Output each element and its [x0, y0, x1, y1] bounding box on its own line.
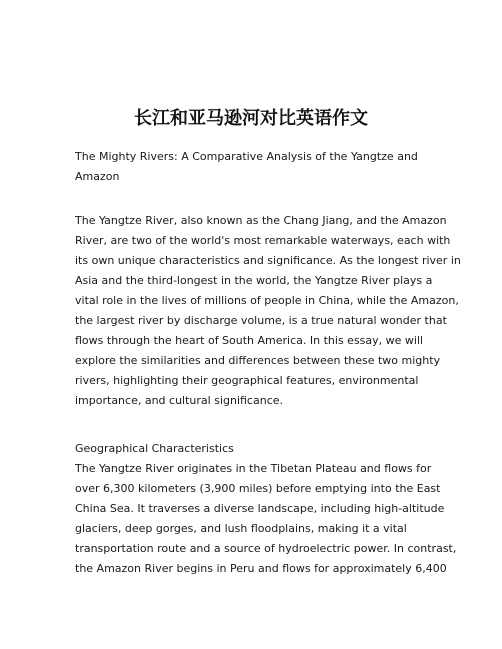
essay-subtitle: [75, 147, 435, 187]
document-title: 长江和亚马逊河对比英语作文: [134, 108, 368, 129]
paragraph-line: over 6,300 kilometers (3,900 miles) before emptying into the East: [75, 482, 441, 495]
section-heading: Geographical Characteristics: [75, 442, 234, 455]
paragraph-line: its own unique characteristics and significance. As the longest river in: [75, 254, 461, 267]
paragraph-line: The Yangtze River, also known as the Chang Jiang, and the Amazon: [75, 214, 447, 227]
paragraph-line: explore the similarities and differences between these two mighty: [75, 354, 441, 367]
paragraph-line: the largest river by discharge volume, is a true natural wonder that: [75, 314, 447, 327]
paragraph-line: China Sea. It traverses a diverse landscape, including high-altitude: [75, 502, 445, 515]
geography-section: [75, 439, 457, 579]
paragraph-line: glaciers, deep gorges, and lush floodplains, making it a vital: [75, 522, 407, 535]
paragraph-line: the Amazon River begins in Peru and flows for approximately 6,400: [75, 562, 447, 575]
paragraph-line: River, are two of the world's most remarkable waterways, each with: [75, 234, 451, 247]
intro-paragraph: [75, 211, 461, 411]
paragraph-line: Asia and the third-longest in the world, the Yangtze River plays a: [75, 274, 433, 287]
paragraph-line: vital role in the lives of millions of people in China, while the Amazon,: [75, 294, 459, 307]
paragraph-line: flows through the heart of South America. In this essay, we will: [75, 334, 424, 347]
subtitle-line: The Mighty Rivers: A Comparative Analysis of the Yangtze and: [75, 150, 418, 163]
subtitle-line: Amazon: [75, 170, 120, 183]
paragraph-line: The Yangtze River originates in the Tibetan Plateau and flows for: [75, 462, 432, 475]
paragraph-line: transportation route and a source of hydroelectric power. In contrast,: [75, 542, 457, 555]
paragraph-line: importance, and cultural significance.: [75, 394, 284, 407]
paragraph-line: rivers, highlighting their geographical features, environmental: [75, 374, 419, 387]
